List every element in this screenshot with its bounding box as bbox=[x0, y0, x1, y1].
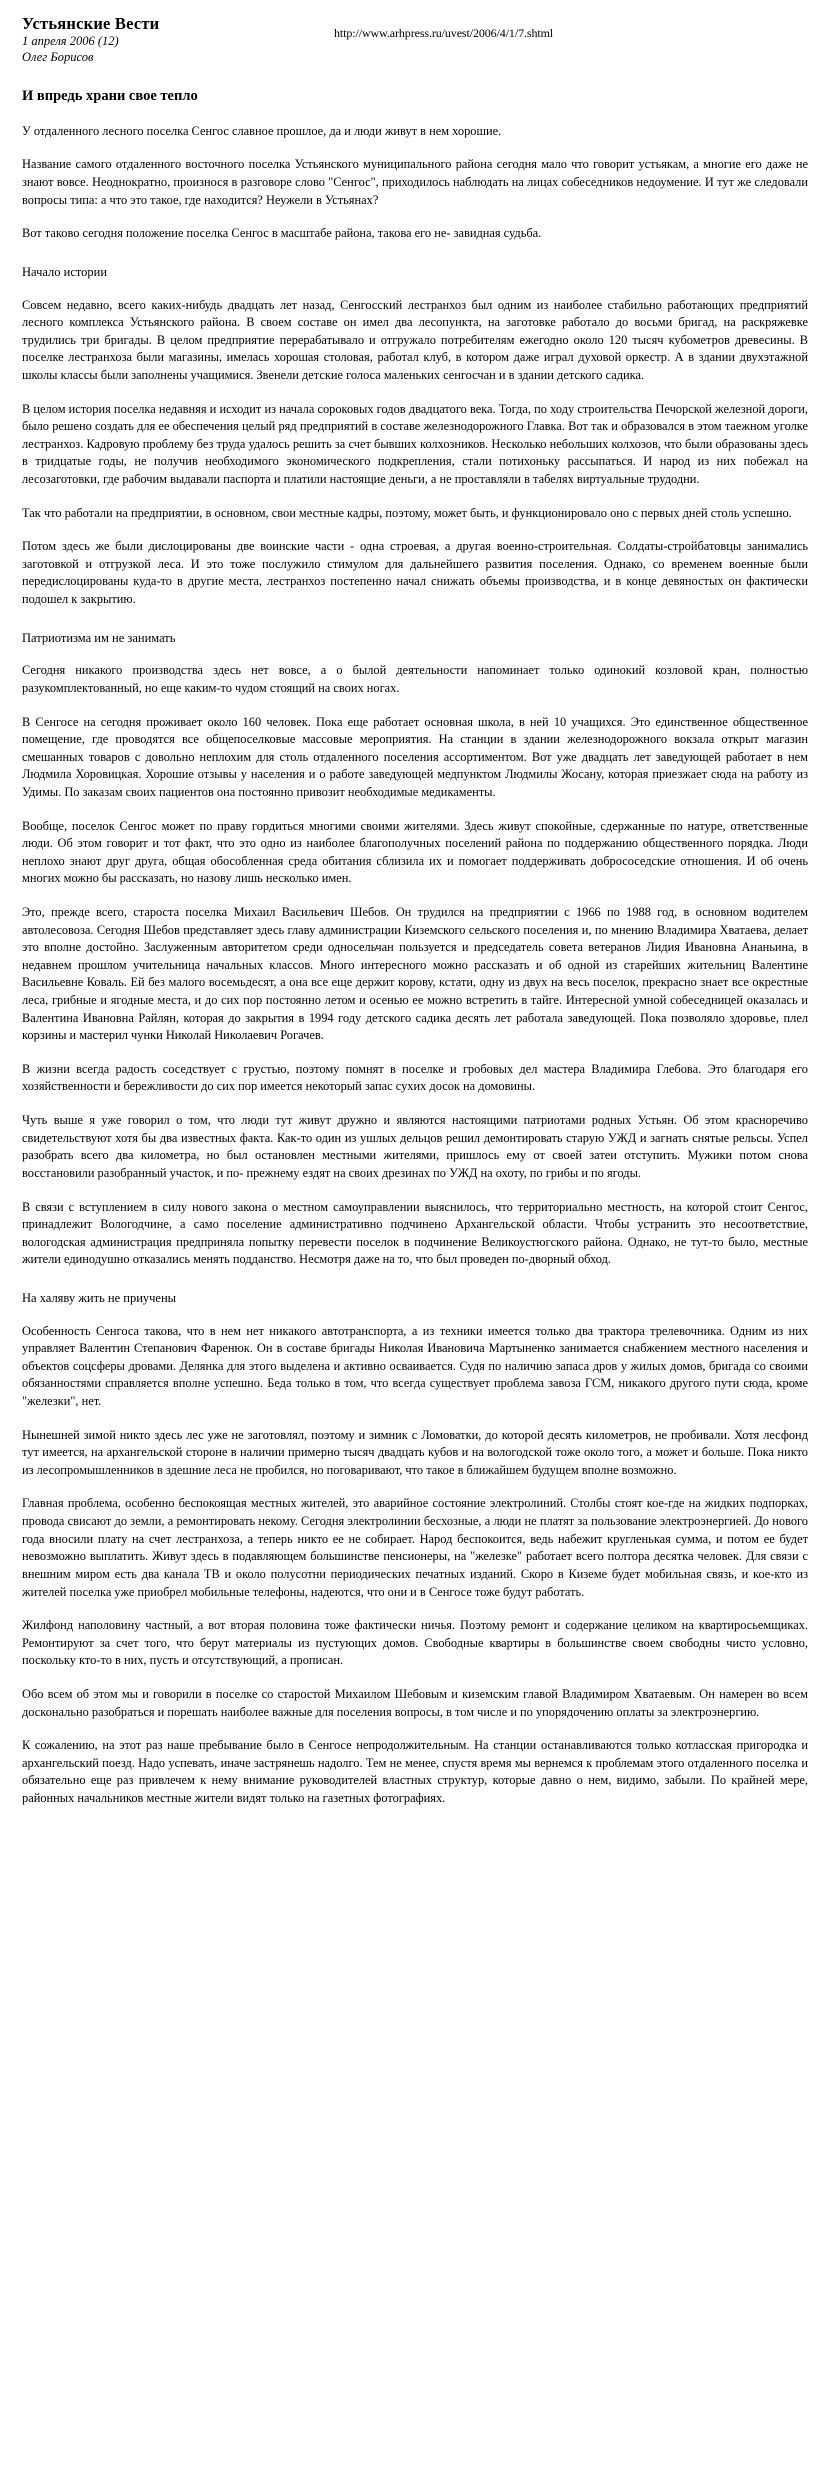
article-paragraph: Совсем недавно, всего каких-нибудь двадцать лет назад, Сенгосский лестранхоз был одним из наиболее стабильно работающих предприятий лесного комплекса Устьянского района. В своем составе он имел два лесопункта, на заготовке работало до восьми бригад, на раскряжевке трудились три бригады. В целом предприятие перерабатывало и отгружало потребителям ежегодно около 120 тысяч кубометров древесины. В поселке лестранхоза были магазины, имелась хорошая столовая, работал клуб, в котором даже играл духовой оркестр. А в здании двухэтажной школы классы были заполнены учащимися. Звенели детские голоса маленьких сенгосчан и в здании детского садика. bbox=[22, 297, 808, 382]
article-paragraph: Вообще, поселок Сенгос может по праву гордиться многими своими жителями. Здесь живут спокойные, сдержанные по натуре, ответственные люди. Об этом говорит и тот факт, что это одно из наиболее благополучных поселений района по поддержанию общественного порядка. Люди неплохо знают друг друга, общая обособленная среда обитания сблизила их и помогает поддерживать добрососедские отношения. И об очень многих можно бы рассказать, но назову лишь несколько имен. bbox=[22, 818, 808, 886]
article-paragraph: Так что работали на предприятии, в основном, свои местные кадры, поэтому, может быть, и функционировало оно с первых дней столь успешно. bbox=[22, 505, 792, 520]
page-bottom-spacer bbox=[22, 1808, 808, 1848]
article-paragraph: Название самого отдаленного восточного поселка Устьянского муниципального района сегодня мало что говорит устьякам, а многие его даже не знают вовсе. Неоднократно, произнося в разговоре слово "Сенгос", приходилось наблюдать на лицах собеседников недоумение. И тут же следовали вопросы типа: а что это такое, где находится? Неужели в Устьянах? bbox=[22, 157, 808, 207]
article-paragraph: Обо всем об этом мы и говорили в поселке со старостой Михаилом Шебовым и киземским главой Владимиром Хватаевым. Он намерен во всем досконально разобраться и порешать наиболее важные для поселения вопросы, в том числе и по упорядочению оплаты за электроэнергию. bbox=[22, 1686, 808, 1719]
article-paragraph: В жизни всегда радость соседствует с грустью, поэтому помнят в поселке и гробовых дел мастера Владимира Глебова. Это благодаря его хозяйственности и бережливости до сих пор имеется некоторый запас сухих досок на домовины. bbox=[22, 1061, 808, 1094]
article-paragraph: Вот таково сегодня положение поселка Сенгос в масштабе района, такова его не- завидная судьба. bbox=[22, 226, 542, 241]
source-url[interactable]: http://www.arhpress.ru/uvest/2006/4/1/7.shtml bbox=[334, 26, 554, 40]
newspaper-title: Устьянские Вести bbox=[22, 14, 160, 33]
article-title: И впредь храни свое тепло bbox=[22, 88, 198, 105]
masthead bbox=[22, 14, 808, 65]
article-paragraph: В связи с вступлением в силу нового закона о местном самоуправлении выяснилось, что территориально местность, на которой стоит Сенгос, принадлежит Вологодчине, а само поселение административно подчинено Архангельской области. Чтобы устранить это несоответствие, вологодская администрация предприняла попытку перевести поселок в подчинение Великоустюгского района. Однако, не тут-то было, местные жители единодушно отказались менять подданство. Несмотря даже на то, что был проведен по-дворный обход. bbox=[22, 1199, 808, 1267]
article-paragraph: Потом здесь же были дислоцированы две воинские части - одна строевая, а другая военно-строительная. Солдаты-стройбатовцы занимались заготовкой и отгрузкой леса. И это тоже послужило стимулом для дальнейшего развития поселения. Однако, со временем военные были передислоцированы куда-то в другие места, лестранхоз постепенно начал снижать объемы производства, и в конце девяностых он фактически подошел к закрытию. bbox=[22, 539, 808, 607]
article-paragraph: Сегодня никакого производства здесь нет вовсе, а о былой деятельности напоминает только одинокий козловой кран, полностью разукомплектованный, но еще каким-то чудом стоящий на своих ногах. bbox=[22, 663, 808, 695]
article-paragraph: Это, прежде всего, староста поселка Михаил Васильевич Шебов. Он трудился на предприятии с 1966 по 1988 год, в основном водителем автолесовоза. Сегодня Шебов представляет здесь главу администрации Киземского сельского поселения и, по мнению Владимира Хватаева, делает это вполне достойно. Заслуженным авторитетом среди односельчан пользуется и председатель совета ветеранов Лидия Ивановна Ананьина, в недавнем прошлом учительница начальных классов. Много интересного можно рассказать и об одной из старейших жительниц Валентине Васильевне Коваль. Ей без малого восемьдесят, а она все еще держит корову, кстати, одну из двух на весь поселок, прекрасно знает все окрестные леса, грибные и ягодные места, и до сих пор постоянно летом и осенью ее можно встретить в тайге. Интересной умной собеседницей оказалась и Валентина Ивановна Райлян, которая до закрытия в 1994 году детского садика десять лет работала заведующей. Пока позволяло здоровье, плел корзины и мастерил чунки Николай Николаевич Рогачев. bbox=[22, 905, 808, 1043]
section-heading-na-halyavu: На халяву жить не приучены bbox=[22, 1290, 177, 1305]
issue-date: 1 апреля 2006 (12) bbox=[22, 34, 119, 49]
article-paragraph: Главная проблема, особенно беспокоящая местных жителей, это аварийное состояние электролиний. Столбы стоят кое-где на жидких подпорках, провода свисают до земли, а ремонтировать некому. Сегодня электролинии бесхозные, а люди не платят за пользование электроэнергией. До нового года вносили плату на счет лестранхоза, а теперь никто ее не собирает. Народ беспокоится, ведь набежит кругленькая сумма, и потом ее будет невозможно выплатить. Живут здесь в подавляющем большинстве пенсионеры, на "железке" работает всего полтора десятка человек. Для связи с внешним миром есть два канала ТВ и около полусотни периодических печатных изданий. Скоро в Киземе будет мобильная связь, и кое-кто из жителей поселка уже приобрел мобильные телефоны, надеются, что они и в Сенгосе тоже будут работать. bbox=[22, 1496, 808, 1599]
article-paragraph: В Сенгосе на сегодня проживает около 160 человек. Пока еще работает основная школа, в ней 10 учащихся. Это единственное общественное помещение, где проводятся все общепоселковые массовые мероприятия. На станции в здании железнодорожного вокзала открыт магазин смешанных товаров с довольно неплохим для столь отдаленного поселения ассортиментом. Вот уже двадцать лет заведующей работает в нем Людмила Хоровицкая. Хорошие отзывы у населения и о работе заведующей медпунктом Людмилы Жосану, которая приезжает сюда на работу из Удимы. По заказам своих пациентов она постоянно привозит необходимые медикаменты. bbox=[22, 714, 808, 799]
section-heading-patriotizma: Патриотизма им не занимать bbox=[22, 630, 176, 645]
author-name: Олег Борисов bbox=[22, 49, 94, 64]
article-paragraph: К сожалению, на этот раз наше пребывание было в Сенгосе непродолжительным. На станции останавливаются только котласская пригородка и архангельский поезд. Надо успевать, иначе застрянешь надолго. Тем не менее, спустя время мы вернемся к проблемам этого отдаленного поселка и обязательно еще раз привлечем к нему внимание руководителей властных структур, которые давно о нем, видимо, забыли. По крайней мере, районных начальников местные жители видят только на газетных фотографиях. bbox=[22, 1738, 808, 1805]
article-lead: У отдаленного лесного поселка Сенгос славное прошлое, да и люди живут в нем хорошие. bbox=[22, 123, 502, 138]
article-paragraph: Особенность Сенгоса такова, что в нем нет никакого автотранспорта, а из техники имеется только два трактора трелевочника. Одним из них управляет Валентин Степанович Фаренюк. Он в составе бригады Николая Ивановича Мартыненко занимается снабжением местного населения и объектов соцсферы дровами. Делянка для этого выделена и активно осваивается. Судя по наличию запаса дров у жилых домов, бригада со своими обязанностями справляется вполне успешно. Беда только в том, что всегда существует проблема завоза ГСМ, никакого другого пути сюда, кроме "железки", нет. bbox=[22, 1323, 808, 1409]
article-paragraph: Чуть выше я уже говорил о том, что люди тут живут дружно и являются настоящими патриотами родных Устьян. Об этом красноречиво свидетельствуют хотя бы два известных факта. Как-то один из ушлых дельцов решил демонтировать старую УЖД и загнать снятые рельсы. Успел разобрать всего два километра, но был остановлен местными жителями, пришлось ему от своей затеи отступить. Мужики потом снова восстановили разобранный участок, и по- прежнему ездят на своих дрезинах по УЖД на охоту, по грибы и по ягоды. bbox=[22, 1113, 808, 1180]
section-heading-nachalo-istorii: Начало истории bbox=[22, 264, 108, 279]
article-paragraph: Жилфонд наполовину частный, а вот вторая половина тоже фактически ничья. Поэтому ремонт и содержание целиком на квартиросьемщиках. Ремонтируют за счет того, что берут материалы из пустующих домов. Свободные квартиры в большинстве своем свободны чисто условно, поскольку кто-то в них, пусть и отсутствующий, а прописан. bbox=[22, 1618, 808, 1668]
article-paragraph: Нынешней зимой никто здесь лес уже не заготовлял, поэтому и зимник с Ломоватки, до которой десять километров, не пробивали. Хотя лесфонд тут имеется, на архангельской стороне в наличии примерно тысяч двадцать кубов и на вологодской тоже около того, а может и больше. Пока никто из лесопромышленников в здешние леса не пробился, но поговаривают, что такое в ближайшем будущем вполне возможно. bbox=[22, 1427, 808, 1477]
article-paragraph: В целом история поселка недавняя и исходит из начала сороковых годов двадцатого века. Тогда, по ходу строительства Печорской железной дороги, было решено создать для ее обеспечения целый ряд предприятий в составе железнодорожного Главка. Вот так и образовался в этом таежном уголке лестранхоз. Кадровую проблему без труда удалось решить за счет бывших колхозников. Несколько небольших колхозов, что были образованы здесь в тридцатые годы, не получив необходимого экономического подкрепления, стали потихоньку рассыпаться. И народ из них побежал на лесозаготовки, где рабочим выдавали паспорта и платили настоящие деньги, а не проставляли в табелях виртуальные трудодни. bbox=[22, 401, 808, 487]
